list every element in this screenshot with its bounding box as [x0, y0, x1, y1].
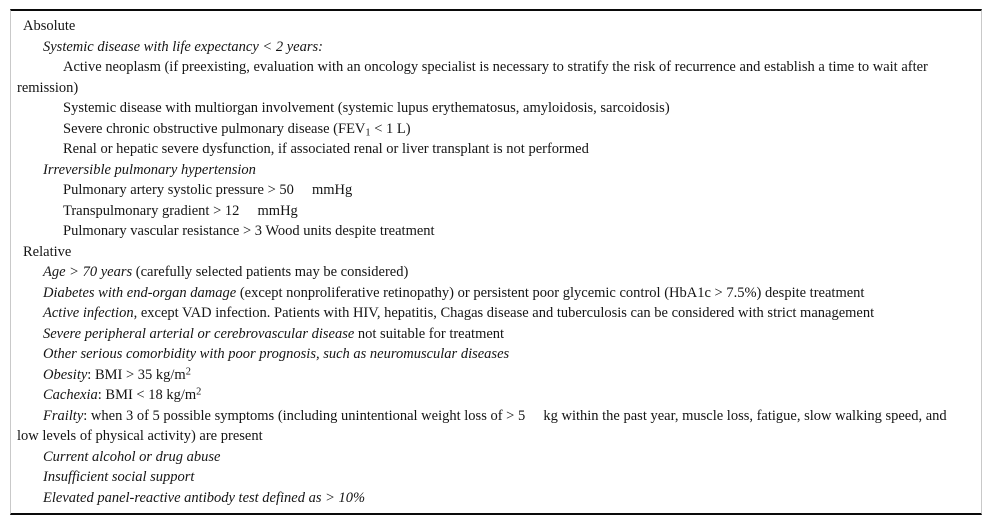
entry-line [17, 139, 967, 160]
entry-line [17, 119, 967, 140]
entry-text: Severe chronic obstructive pulmonary disease (FEV [63, 120, 366, 137]
entry-line [17, 385, 967, 406]
entry-line [17, 467, 967, 488]
entry-text-italic: Severe peripheral arterial or cerebrovascular disease [43, 325, 355, 342]
entry-line [17, 16, 967, 37]
entry-line [17, 262, 967, 283]
subscript-text: 1 [365, 127, 371, 139]
entry-line [17, 180, 967, 201]
entry-text-italic: Systemic disease with life expectancy < 2 years: [43, 38, 323, 55]
entry-text-italic: Frailty [43, 407, 84, 424]
entry-text: (carefully selected patients may be considered) [132, 264, 409, 280]
entry-text: < 1 L) [370, 120, 411, 137]
entry-line [17, 37, 967, 58]
entry-line [17, 303, 967, 324]
entry-text-italic: Irreversible pulmonary hypertension [43, 161, 256, 178]
entry-text: : BMI < 18 kg/m [97, 387, 197, 403]
entry-text: (except nonproliferative retinopathy) or persistent poor glycemic control (HbA1c > 7.5%) despite treatment [236, 284, 865, 301]
entry-line [17, 221, 967, 242]
entry-text-italic: Other serious comorbidity with poor prognosis, such as neuromuscular diseases [43, 346, 510, 362]
entry-text: not suitable for treatment [354, 325, 505, 342]
entry-text-italic: Diabetes with end-organ damage [43, 284, 237, 301]
entry-text-italic: Insufficient social support [43, 469, 195, 485]
entry-text: : BMI > 35 kg/m [87, 366, 186, 383]
entry-line [17, 283, 967, 304]
entry-line [17, 160, 967, 181]
entry-text: Renal or hepatic severe dysfunction, if associated renal or liver transplant is not performed [63, 141, 589, 157]
entry-text-italic: Elevated panel-reactive antibody test defined as > 10% [43, 489, 366, 506]
entry-text: Transpulmonary gradient > 12 mmHg [63, 202, 298, 219]
entry-text: Active neoplasm (if preexisting, evaluation with an oncology specialist is necessary to stratify the risk of recurrence and establish a time to wait after remission) [17, 59, 932, 96]
entry-line [17, 242, 967, 263]
entry-text-italic: Age > 70 years [43, 264, 133, 280]
entry-line [17, 406, 967, 447]
entry-line [17, 344, 967, 365]
superscript-text: 2 [185, 365, 191, 377]
entry-text: Systemic disease with multiorgan involvement (systemic lupus erythematosus, amyloidosis, sarcoidosis) [63, 100, 670, 116]
entry-line [17, 98, 967, 119]
entry-line [17, 447, 967, 468]
entry-text: Pulmonary artery systolic pressure > 50 mmHg [63, 182, 353, 198]
entry-text-italic: Active infection [43, 305, 134, 321]
entry-line [17, 488, 967, 509]
entry-text: Relative [23, 243, 72, 260]
entry-line [17, 201, 967, 222]
entry-text-italic: Obesity [43, 366, 88, 383]
entry-line [17, 365, 967, 386]
entry-text: , except VAD infection. Patients with HIV, hepatitis, Chagas disease and tuberculosis can be considered with strict management [133, 305, 875, 321]
contraindications-table [10, 9, 982, 515]
superscript-text: 2 [196, 386, 202, 398]
entry-text: Pulmonary vascular resistance > 3 Wood units despite treatment [63, 223, 435, 239]
entry-line [17, 57, 967, 98]
entry-text-italic: Cachexia [43, 387, 98, 403]
entry-text: Absolute [23, 18, 76, 34]
entry-text-italic: Current alcohol or drug abuse [43, 448, 221, 465]
entry-text: : when 3 of 5 possible symptoms (including unintentional weight loss of > 5 kg within the past year, muscle loss, fatigue, slow walking speed, and low levels of physical activity) are present [17, 407, 951, 444]
entry-line [17, 324, 967, 345]
